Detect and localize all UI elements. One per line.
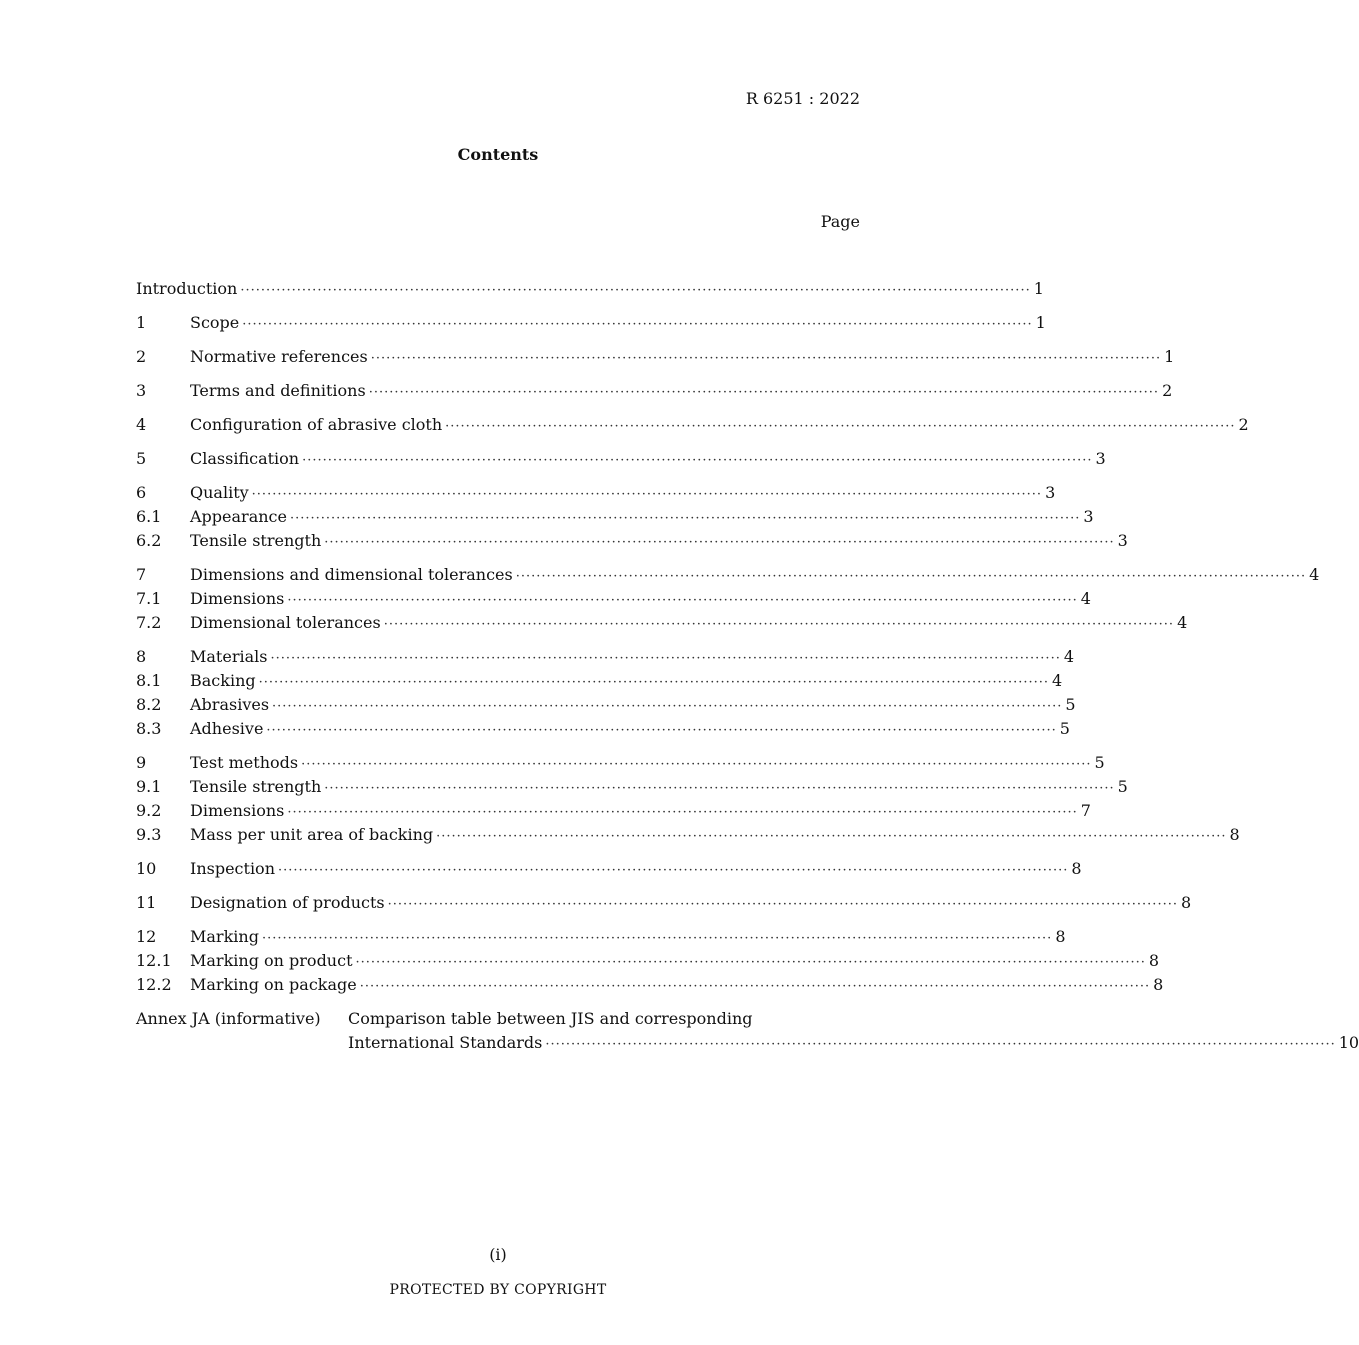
toc-entry-label: Appearance <box>190 507 287 526</box>
toc-entry-number: 3 <box>136 381 147 400</box>
toc-entry-number: 8.2 <box>136 695 162 714</box>
footer-page-number: (i) <box>489 1245 507 1264</box>
leader-dots <box>356 951 1146 975</box>
toc-entry-page: 4 <box>1309 565 1320 584</box>
leader-dots <box>287 801 1077 825</box>
leader-dots <box>270 647 1060 671</box>
toc-entry[interactable] <box>136 345 1175 369</box>
leader-dots <box>384 613 1174 637</box>
toc-entry[interactable] <box>136 973 1164 997</box>
toc-entry-label: Dimensions <box>190 589 285 608</box>
toc-entry-number: 9.3 <box>136 825 162 844</box>
annex-page: 10 <box>1338 1033 1359 1052</box>
toc-entry[interactable] <box>136 311 1046 335</box>
toc-entry[interactable] <box>136 645 1075 669</box>
toc-entries <box>136 311 1320 997</box>
toc-entry-number: 12.2 <box>136 975 172 994</box>
toc-entry-introduction[interactable] <box>136 277 1044 301</box>
leader-dots <box>545 1033 1335 1057</box>
toc-entry-page: 2 <box>1162 381 1173 400</box>
toc-entry[interactable] <box>136 481 1056 505</box>
toc-entry-page: 8 <box>1229 825 1240 844</box>
leader-dots <box>266 719 1056 743</box>
leader-dots <box>262 927 1052 951</box>
leader-dots <box>272 695 1062 719</box>
toc-entry-page: 4 <box>1080 589 1091 608</box>
page-title: Contents <box>457 145 539 164</box>
leader-dots <box>240 279 1030 303</box>
toc-entry-label: Classification <box>190 449 300 468</box>
toc-entry[interactable] <box>136 505 1094 529</box>
toc-entry[interactable] <box>136 669 1063 693</box>
toc-entry-number: 5 <box>136 449 147 468</box>
toc-entry[interactable] <box>136 925 1066 949</box>
toc-entry-number: 6.2 <box>136 531 162 550</box>
toc-entry-label: Materials <box>190 647 268 666</box>
leader-dots <box>360 975 1150 999</box>
leader-dots <box>369 381 1159 405</box>
leader-dots <box>388 893 1178 917</box>
toc-entry-number: 2 <box>136 347 147 366</box>
toc-entry-label: Quality <box>190 483 249 502</box>
toc-entry-number: 9.2 <box>136 801 162 820</box>
annex-title <box>348 1007 1359 1055</box>
toc-entry-page: 7 <box>1080 801 1091 820</box>
toc-entry-page: 4 <box>1052 671 1063 690</box>
leader-dots <box>371 347 1161 371</box>
annex-title-line2: International Standards <box>348 1033 543 1052</box>
toc-entry[interactable] <box>136 823 1240 847</box>
toc-entry[interactable] <box>136 949 1160 973</box>
toc-entry[interactable] <box>136 891 1192 915</box>
toc-entry-label: Dimensional tolerances <box>190 613 381 632</box>
annex-title-line1: Comparison table between JIS and corresponding <box>348 1009 753 1028</box>
toc-entry[interactable] <box>136 413 1249 437</box>
toc-entry[interactable] <box>136 693 1076 717</box>
toc-entry-number: 8 <box>136 647 147 666</box>
toc-entry[interactable] <box>136 529 1128 553</box>
toc-entry-label: Marking <box>190 927 259 946</box>
toc-entry-number: 7 <box>136 565 147 584</box>
toc-entry[interactable] <box>136 447 1106 471</box>
toc-entry-label: Dimensions <box>190 801 285 820</box>
toc-entry-label: Inspection <box>190 859 275 878</box>
toc-entry-number: 8.3 <box>136 719 162 738</box>
toc-entry-page: 4 <box>1177 613 1188 632</box>
toc-entry-label: Adhesive <box>190 719 264 738</box>
annex-label: Annex JA (informative) <box>136 1009 321 1028</box>
toc-entry-label: Marking on product <box>190 951 353 970</box>
toc-entry-label: Scope <box>190 313 240 332</box>
toc-entry-label: Dimensions and dimensional tolerances <box>190 565 513 584</box>
toc-entry-label: Backing <box>190 671 256 690</box>
toc-entry-page: 8 <box>1071 859 1082 878</box>
toc-entry[interactable] <box>136 563 1320 587</box>
toc-entry-page: 3 <box>1083 507 1094 526</box>
copyright-notice: PROTECTED BY COPYRIGHT <box>389 1282 607 1298</box>
page-column-label: Page <box>820 212 860 231</box>
toc-entry-number: 1 <box>136 313 147 332</box>
toc-entry-label: Tensile strength <box>190 777 322 796</box>
toc-entry[interactable] <box>136 379 1173 403</box>
toc-entry[interactable] <box>136 751 1105 775</box>
toc-entry-label: Abrasives <box>190 695 270 714</box>
toc-entry[interactable] <box>136 857 1082 881</box>
toc-entry-page: 3 <box>1095 449 1106 468</box>
table-of-contents <box>136 277 1359 1055</box>
toc-entry-page: 1 <box>1164 347 1175 366</box>
leader-dots <box>436 825 1226 849</box>
toc-entry-page: 5 <box>1117 777 1128 796</box>
toc-entry-page: 3 <box>1045 483 1056 502</box>
toc-entry-page: 8 <box>1148 951 1160 970</box>
leader-dots <box>324 531 1114 555</box>
toc-entry-number: 7.2 <box>136 613 162 632</box>
toc-entry-label: Marking on package <box>190 975 357 994</box>
toc-entry-label: Terms and definitions <box>190 381 366 400</box>
toc-entry-number: 7.1 <box>136 589 162 608</box>
toc-entry-number: 12 <box>136 927 157 946</box>
toc-entry[interactable] <box>136 775 1128 799</box>
leader-dots <box>252 483 1042 507</box>
toc-entry-label: Normative references <box>190 347 368 366</box>
toc-entry-number: 12.1 <box>136 951 172 970</box>
toc-entry-label: Designation of products <box>190 893 385 912</box>
toc-entry-page: 1 <box>1033 279 1044 298</box>
leader-dots <box>324 777 1114 801</box>
toc-entry-page: 4 <box>1063 647 1075 666</box>
leader-dots <box>242 313 1032 337</box>
toc-entry-page: 5 <box>1094 753 1105 772</box>
document-id: R 6251 : 2022 <box>745 89 860 108</box>
toc-entry-label: Test methods <box>190 753 299 772</box>
leader-dots <box>301 753 1091 777</box>
leader-dots <box>290 507 1080 531</box>
toc-entry-number: 9.1 <box>136 777 162 796</box>
toc-entry[interactable] <box>136 799 1091 823</box>
toc-entry-number: 6 <box>136 483 147 502</box>
toc-entry-number: 8.1 <box>136 671 162 690</box>
toc-entry[interactable] <box>136 717 1070 741</box>
toc-entry-page: 1 <box>1035 313 1046 332</box>
leader-dots <box>278 859 1068 883</box>
toc-entry-label: Introduction <box>136 279 238 298</box>
toc-entry-number: 9 <box>136 753 147 772</box>
leader-dots <box>302 449 1092 473</box>
toc-entry-page: 3 <box>1117 531 1128 550</box>
toc-entry-page: 8 <box>1180 893 1192 912</box>
toc-entry[interactable] <box>136 611 1188 635</box>
toc-entry-annex-ja[interactable] <box>136 1007 1359 1055</box>
toc-entry-label: Mass per unit area of backing <box>190 825 434 844</box>
toc-entry[interactable] <box>136 587 1091 611</box>
toc-entry-page: 8 <box>1153 975 1164 994</box>
toc-entry-page: 5 <box>1059 719 1070 738</box>
toc-entry-page: 8 <box>1055 927 1066 946</box>
toc-entry-number: 10 <box>136 859 157 878</box>
leader-dots <box>287 589 1077 613</box>
toc-entry-page: 5 <box>1065 695 1076 714</box>
leader-dots <box>445 415 1235 439</box>
toc-entry-label: Tensile strength <box>190 531 322 550</box>
leader-dots <box>259 671 1049 695</box>
toc-entry-number: 6.1 <box>136 507 162 526</box>
toc-entry-number: 11 <box>136 893 157 912</box>
leader-dots <box>516 565 1306 589</box>
toc-entry-label: Configuration of abrasive cloth <box>190 415 443 434</box>
toc-entry-page: 2 <box>1238 415 1249 434</box>
toc-entry-number: 4 <box>136 415 147 434</box>
